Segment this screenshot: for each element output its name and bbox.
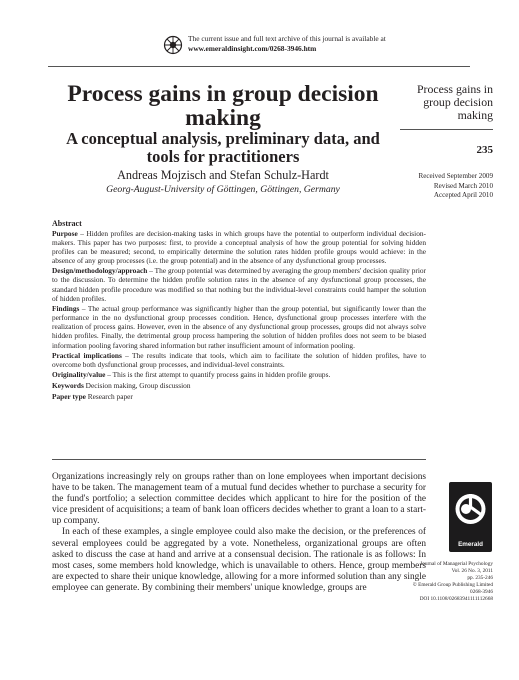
abstract-purpose-text: – Hidden profiles are decision-making tasks in which groups have the potential to outperform individual decision-makers. This paper has two purposes: first, to provide a conceptual analysis of how the group potential for solving hidden profiles can be measured; second, to empirically determine the solution rates hidden profile groups would achieve: in the absence of any group processes (i.e. the group potential) and in the absence of any dysfunctional group processes. xyxy=(52,228,426,266)
journal-info xyxy=(385,561,493,603)
journal-doi: DOI 10.1108/02683941111112668 xyxy=(419,596,493,602)
paper-title: Process gains in group decision making xyxy=(67,81,379,131)
header-rule xyxy=(48,66,470,67)
body-text xyxy=(52,472,426,594)
revised-date: Revised March 2010 xyxy=(433,181,493,190)
paper-subtitle: A conceptual analysis, preliminary data, and tools for practitioners xyxy=(66,129,380,166)
abstract-rule xyxy=(52,459,426,460)
abstract-implications xyxy=(52,351,426,369)
submission-dates xyxy=(385,172,493,201)
abstract-design-label: Design/methodology/approach xyxy=(52,266,148,276)
abstract-purpose xyxy=(52,229,426,266)
paper-type-text: Research paper xyxy=(85,392,133,402)
body-paragraph-1: Organizations increasingly rely on groups rather than on lone employees when important decisions have to be taken. The management team of a mutual fund decides whether to purchase a security for the fund's portfolio; a selection committee decides which applicant to hire for the position of the vice president of acquisitions; a team of bank loan officers decides whether to grant a loan to a start-up company. xyxy=(52,472,426,527)
paper-authors: Andreas Mojzisch and Stefan Schulz-Hardt xyxy=(117,168,329,182)
abstract-findings xyxy=(52,304,426,350)
abstract-implications-label: Practical implications xyxy=(52,350,122,360)
abstract-originality-label: Originality/value xyxy=(52,370,106,379)
abstract-heading: Abstract xyxy=(52,219,82,228)
abstract-purpose-label: Purpose xyxy=(52,228,78,238)
received-date: Received September 2009 xyxy=(418,172,493,180)
abstract xyxy=(52,219,426,402)
sidebar-rule xyxy=(400,129,493,130)
journal-copyright: © Emerald Group Publishing Limited xyxy=(412,582,493,588)
keywords-label: Keywords xyxy=(52,381,84,391)
archive-notice-text: The current issue and full text archive of this journal is available at xyxy=(188,34,386,43)
abstract-originality xyxy=(52,370,426,379)
globe-icon xyxy=(163,35,183,55)
abstract-originality-text: – This is the first attempt to quantify process gains in hidden profile groups. xyxy=(105,370,331,379)
journal-volume: Vol. 26 No. 3, 2011 xyxy=(451,568,493,574)
journal-name: Journal of Managerial Psychology xyxy=(420,561,493,567)
keywords-text: Decision making, Group discussion xyxy=(83,381,191,391)
abstract-findings-text: – The actual group performance was significantly higher than the group potential, but significantly lower than the performance in the no dysfunctional group processes condition. Hence, dysfunctional group processes interfere with the realization of process gains. However, even in the absence of any dysfunctional group processes, groups did not always solve hidden profiles. Finally, the detrimental group process hampering the solution of hidden profiles does not seem to be biased information pooling favoring shared information but rather insufficient amount of information pooling. xyxy=(52,303,426,350)
accepted-date: Accepted April 2010 xyxy=(433,191,493,199)
paper-type-label: Paper type xyxy=(52,392,86,402)
emerald-logo xyxy=(449,482,492,552)
body-paragraph-2: In each of these examples, a single employee could also make the decision, or the preferences of several employees could be aggregated by a vote. Nonetheless, organizational groups are often asked to discuss the case at hand and arrive at a consensual decision. The rationale is as follows: In most cases, some members hold knowledge, which is unavailable to others. Hence, group members are expected to share their unique knowledge, allowing for a more informed solution than any single employee can generate. By combining their members' unique knowledge, groups are xyxy=(52,527,426,593)
emerald-logo-text: Emerald xyxy=(458,541,483,548)
keywords xyxy=(52,381,426,390)
abstract-design xyxy=(52,266,426,303)
abstract-design-text: – The group potential was determined by averaging the group members' decision quality prior to the discussion. To determine the hidden profile solution rates in the absence of any dysfunctional group processes, the standard hidden profile procedure was modified so that nothing but the individual-level constraints could hamper the solution of hidden profiles. xyxy=(52,266,426,303)
journal-issn: 0268-3946 xyxy=(470,589,493,595)
paper-type xyxy=(52,392,426,401)
abstract-findings-label: Findings xyxy=(52,303,80,313)
journal-pages: pp. 235-246 xyxy=(467,575,493,581)
archive-notice-link[interactable]: www.emeraldinsight.com/0268-3946.htm xyxy=(188,44,317,53)
emerald-logo-icon xyxy=(449,482,492,542)
running-title: Process gains in group decision making xyxy=(416,82,493,122)
archive-notice xyxy=(163,34,413,58)
page-number: 235 xyxy=(476,144,493,156)
author-affiliation: Georg-August-University of Göttingen, Göttingen, Germany xyxy=(106,184,340,195)
abstract-implications-text: – The results indicate that tools, which aim to facilitate the solution of hidden profiles, have to overcome both dysfunctional group processes, and individual-level constraints. xyxy=(52,350,426,369)
